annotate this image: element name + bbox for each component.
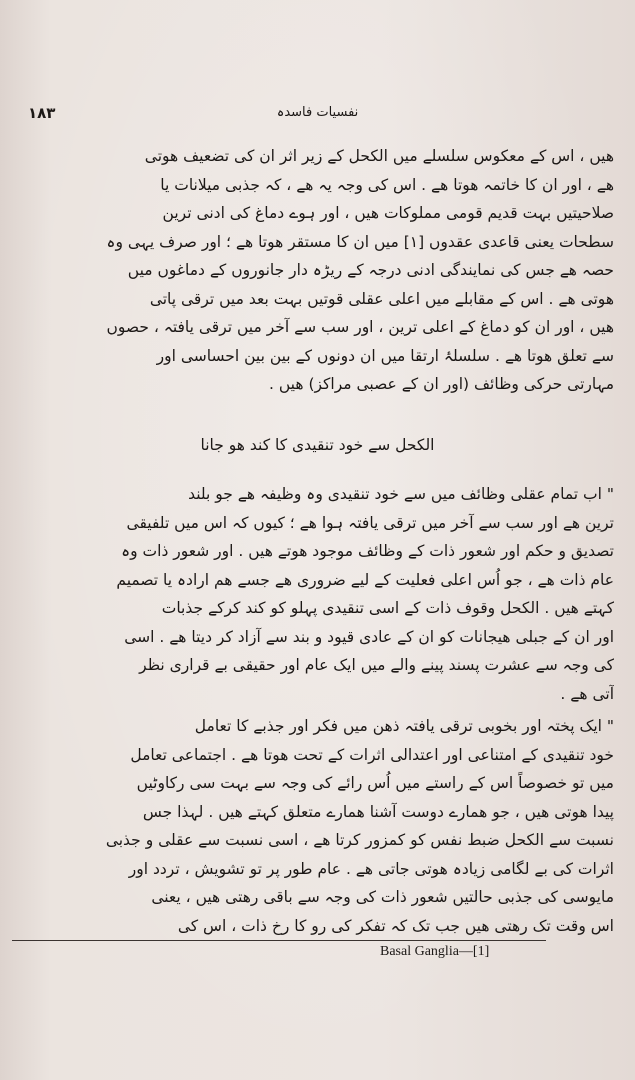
text-line: خود تنقیدی کے امتناعی اور اعتدالی اثرات کے تحت ھوتا ھے . اجتماعی تعامل <box>130 745 614 764</box>
text-line: سے تعلق ھوتا ھے . سلسلۂ ارتقا میں ان دونوں کے بین بین احساسی اور <box>156 346 614 365</box>
text-line: پیدا ھوتی ھیں ، جو ھمارے دوست آشنا ھمارے متعلق کہتے ھیں . لہذا جس <box>142 802 614 821</box>
footnote-divider <box>12 940 546 941</box>
text-line: ھیں ، اس کے معکوس سلسلے میں الکحل کے زیر اثر ان کی تضعیف ھوتی <box>144 147 614 165</box>
text-line: نسبت سے الکحل ضبط نفس کو کمزور کرتا ھے ، اسی نسبت سے عقلی و جذبی <box>105 831 614 849</box>
text-line: کی وجہ سے عشرت پسند پینے والے میں ایک عام اور حقیقی بے قراری نظر <box>139 656 614 674</box>
text-line: ترین ھے اور سب سے آخر میں ترقی یافتہ ہوا ھے ؛ کیوں کہ اس میں تلفیقی <box>126 513 614 532</box>
text-line: میں تو خصوصاً اس کے راستے میں اُس رائے کی وجہ سے بہت سی رکاوٹیں <box>136 774 614 792</box>
text-line: ھیں ، اور ان کو دماغ کے اعلی ترین ، اور سب سے آخر میں ترقی یافتہ ، حصوں <box>106 318 614 336</box>
paragraph-2 <box>18 480 614 708</box>
text-line: " ایک پختہ اور بخوبی ترقی یافتہ ذھن میں فکر اور جذبے کا تعامل <box>194 717 614 735</box>
section-heading: الکحل سے خود تنقیدی کا کند ھو جانا <box>200 436 435 454</box>
page-number: ۱۸۳ <box>28 104 56 122</box>
running-header-title: نفسیات فاسدہ <box>276 105 359 120</box>
text-line: آتی ھے . <box>560 684 614 703</box>
text-line: تصدیق و حکم اور شعور ذات کے وظائف موجود ھوتے ھیں . اور شعور ذات وہ <box>121 542 614 560</box>
text-line: اور ان کے جبلی ھیجانات کو ان کے عادی قیود و بند سے آزاد کر دیتا ھے . اسی <box>124 627 614 646</box>
text-line: " اب تمام عقلی وظائف میں سے خود تنقیدی وہ وظیفہ ھے جو بلند <box>188 485 614 503</box>
paragraph-3 <box>18 712 614 940</box>
text-line: سطحات یعنی قاعدی عقدوں [۱] میں ان کا مستقر ھوتا ھے ؛ اور صرف یہی وہ <box>106 232 614 251</box>
footnote: Basal Ganglia—[1] <box>380 944 490 959</box>
text-line: ھے ، اور ان کا خاتمہ ھوتا ھے . اس کی وجہ یہ ھے ، کہ جذبی میلانات یا <box>160 175 614 194</box>
text-line: اثرات کی بے لگامی زیادہ ھوتی جاتی ھے . عام طور پر تو تشویش ، تردد اور <box>128 859 614 878</box>
text-line: حصہ ھے جس کی نمایندگی ادنی درجہ کے ریڑہ دار جانوروں کے دماغوں میں <box>127 261 614 279</box>
text-line: مایوسی کی جذبی حالتیں شعور ذات کی وجہ سے باقی رھتی ھیں ، یعنی <box>151 888 614 906</box>
text-line: اس وقت تک رھتی ھیں جب تک کہ تفکر کی رو کا رخ ذات ، اس کی <box>177 916 614 935</box>
text-line: مہارتی حرکی وظائف (اور ان کے عصبی مراکز) ھیں . <box>269 375 614 393</box>
text-line: کہتے ھیں . الکحل وقوف ذات کے اسی تنقیدی پہلو کو کند کرکے جذبات <box>161 599 614 617</box>
text-line: ھوتی ھے . اس کے مقابلے میں اعلی عقلی قوتیں بہت بعد میں ترقی پاتی <box>149 289 614 308</box>
text-line: صلاحیتیں بہت قدیم قومی مملوکات ھیں ، اور ہوے دماغ کی ادنی ترین <box>162 204 614 222</box>
paragraph-1 <box>18 142 614 399</box>
text-line: عام ذات ھے ، جو اُس اعلی فعلیت کے لیے ضروری ھے جسے ھم ارادہ یا تصمیم <box>116 570 614 589</box>
